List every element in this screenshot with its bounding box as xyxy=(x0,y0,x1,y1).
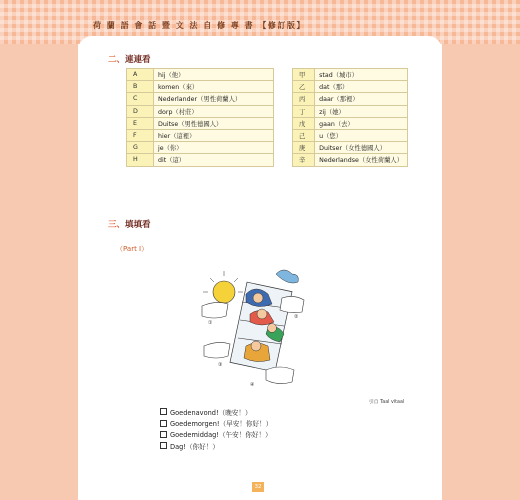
row-value: u（您） xyxy=(315,129,408,141)
section-three-number: 三、 xyxy=(108,220,126,230)
illustration-caption: 引自 Taal vitaal xyxy=(369,400,405,405)
left-margin-stripe xyxy=(0,0,78,500)
right-margin-stripe xyxy=(442,0,520,500)
row-value: Duitser（女性德國人） xyxy=(315,142,408,154)
row-value: Nederlander（男性荷蘭人） xyxy=(154,93,274,105)
row-label: 丁 xyxy=(293,105,315,117)
row-label: 庚 xyxy=(293,142,315,154)
choice-label: Dag!（你好！） xyxy=(170,442,219,451)
table-row xyxy=(293,142,408,154)
table-row xyxy=(127,93,274,105)
table-row xyxy=(127,129,274,141)
row-label: F xyxy=(127,129,154,141)
row-label: 己 xyxy=(293,129,315,141)
illustration-marker: ③ xyxy=(218,362,223,368)
matching-table-right xyxy=(292,68,408,167)
table-row xyxy=(293,154,408,166)
part-label: （Part I） xyxy=(116,245,149,253)
row-label: 甲 xyxy=(293,69,315,81)
book-title: 荷 蘭 語 會 話 暨 文 法 自 修 專 書 【修訂版】 xyxy=(93,21,306,30)
page-number: 32 xyxy=(252,482,264,492)
table-row xyxy=(127,81,274,93)
row-value: Nederlandse（女性荷蘭人） xyxy=(315,154,408,166)
section-three-title: 填填看 xyxy=(125,220,151,230)
table-row xyxy=(293,81,408,93)
row-label: D xyxy=(127,105,154,117)
checkbox[interactable] xyxy=(160,408,167,415)
row-label: C xyxy=(127,93,154,105)
checkbox[interactable] xyxy=(160,431,167,438)
row-label: H xyxy=(127,154,154,166)
row-value: dat（那） xyxy=(315,81,408,93)
row-value: daar（那裡） xyxy=(315,93,408,105)
choice-item[interactable] xyxy=(160,417,272,428)
illustration-marker: ② xyxy=(294,314,299,320)
table-row xyxy=(293,93,408,105)
checkbox[interactable] xyxy=(160,442,167,449)
row-label: B xyxy=(127,81,154,93)
table-row xyxy=(293,69,408,81)
row-label: G xyxy=(127,142,154,154)
row-value: stad（城市） xyxy=(315,69,408,81)
section-two-heading xyxy=(108,53,151,65)
row-label: A xyxy=(127,69,154,81)
choice-list xyxy=(160,406,272,452)
row-value: gaan（去） xyxy=(315,117,408,129)
choice-item[interactable] xyxy=(160,429,272,440)
table-row xyxy=(127,117,274,129)
choice-label: Goedemiddag!（午安！你好！） xyxy=(170,431,272,440)
row-label: 辛 xyxy=(293,154,315,166)
choice-item[interactable] xyxy=(160,440,272,451)
row-value: Duitse（男性德國人） xyxy=(154,117,274,129)
row-value: zij（她） xyxy=(315,105,408,117)
choice-item[interactable] xyxy=(160,406,272,417)
illustration-marker: ④ xyxy=(250,382,255,388)
row-label: 丙 xyxy=(293,93,315,105)
table-row xyxy=(127,142,274,154)
section-three-heading xyxy=(108,218,151,230)
section-two-title: 連連看 xyxy=(125,55,151,65)
row-label: E xyxy=(127,117,154,129)
row-value: komen（來） xyxy=(154,81,274,93)
table-row xyxy=(127,105,274,117)
row-value: je（你） xyxy=(154,142,274,154)
row-value: dorp（村莊） xyxy=(154,105,274,117)
row-label: 乙 xyxy=(293,81,315,93)
choice-label: Goedenavond!（晚安！） xyxy=(170,408,252,417)
table-row xyxy=(293,129,408,141)
choice-label: Goedemorgen!（早安！你好！） xyxy=(170,420,273,429)
table-row xyxy=(127,154,274,166)
row-value: hij（他） xyxy=(154,69,274,81)
greeting-illustration xyxy=(198,262,308,396)
matching-table-left xyxy=(126,68,274,167)
row-value: hier（這裡） xyxy=(154,129,274,141)
table-row xyxy=(293,117,408,129)
row-label: 戊 xyxy=(293,117,315,129)
table-row xyxy=(293,105,408,117)
illustration-marker: ① xyxy=(208,320,213,326)
table-row xyxy=(127,69,274,81)
row-value: dit（這） xyxy=(154,154,274,166)
section-two-number: 二、 xyxy=(108,55,126,65)
checkbox[interactable] xyxy=(160,420,167,427)
